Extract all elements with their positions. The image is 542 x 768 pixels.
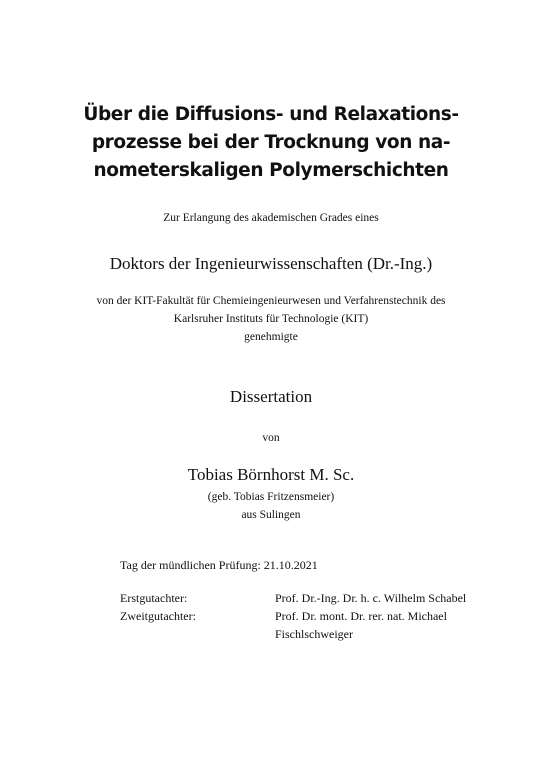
faculty-line: genehmigte [244,331,298,343]
faculty-line: Karlsruher Instituts für Technologie (KIT) [173,313,369,325]
author-name: Tobias Börnhorst M. Sc. [187,465,355,484]
referee-role: Erstgutachter: [120,591,188,605]
place-of-origin: aus Sulingen [241,509,301,521]
referee-name: Prof. Dr.-Ing. Dr. h. c. Wilhelm Schabel [275,591,467,605]
degree-name: Doktors der Ingenieurwissenschaften (Dr.-Ing.) [109,254,433,273]
by-label: von [262,432,280,444]
document-type: Dissertation [229,387,313,406]
faculty-line: von der KIT-Fakultät für Chemieingenieurwesen und Verfahrenstechnik des [96,295,446,307]
faculty-statement [20,292,522,346]
oral-exam-date: Tag der mündlichen Prüfung: 21.10.2021 [120,558,318,572]
referee-name: Prof. Dr. mont. Dr. rer. nat. Michael [275,609,447,623]
thesis-title-line: nometerskaligen Polymerschichten [93,160,449,181]
referee-name-continued: Fischlschweiger [275,627,353,641]
degree-purpose: Zur Erlangung des akademischen Grades eines [163,212,379,224]
thesis-title [40,101,502,185]
referee-role: Zweitgutachter: [120,609,196,623]
thesis-title-line: Über die Diffusions- und Relaxations- [83,104,459,125]
thesis-title-line: prozesse bei der Trocknung von na- [91,132,451,153]
birth-name: (geb. Tobias Fritzensmeier) [207,491,335,503]
